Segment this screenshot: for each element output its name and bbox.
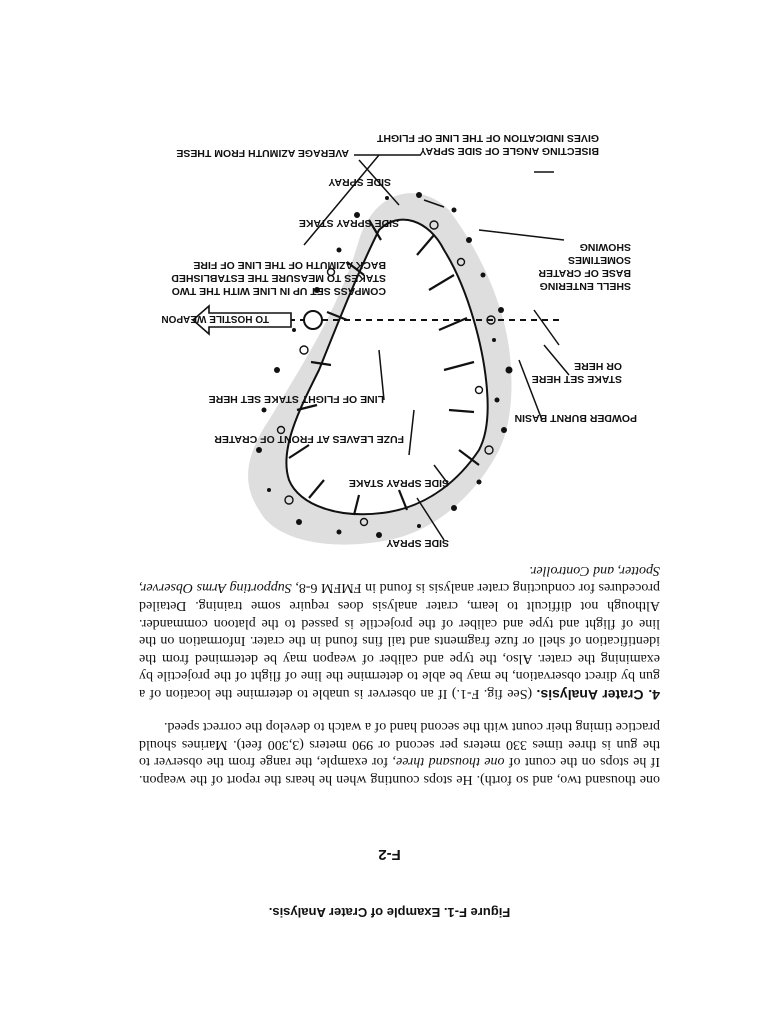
paragraph-text-2: for example, the range from the observer to the gun is three times 330 meters per second or 990 meters (3,300 feet). Marines should practice timing their count with the second hand of a watch to develop the correct speed.: [139, 719, 660, 770]
label-side-spray-2: SIDE SPRAY: [328, 176, 391, 188]
label-shell-entering-1: SHELL ENTERING: [539, 280, 631, 292]
page-number: F-2: [378, 846, 401, 863]
label-to-hostile-weapon: TO HOSTILE WEAPON: [161, 313, 269, 324]
label-side-spray-1: SIDE SPRAY: [386, 537, 449, 549]
label-shell-entering-3: SOMETIMES: [567, 254, 631, 266]
label-stake-set-here-2: OR HERE: [574, 360, 622, 372]
paragraph-emphasis: one thousand three,: [392, 754, 505, 770]
paragraph-text-1: one thousand two, and so forth). He stops counting when he hears the report of the weapon. If he stops on the count of: [139, 754, 660, 787]
label-bisecting-2: GIVES INDICATION OF THE LINE OF FLIGHT: [376, 132, 599, 144]
compass-circle: [304, 311, 322, 329]
section-body: (See fig. F-1.) If an observer is unable to determine the location of a gun by direct observation, he may be able to determine the line of flight of the projectile by examining the crater. Also, the type and caliber of weapon may be determined from the identification of shell or fuze fragments and tail fins found in the crater. Information on the line of flight and type and caliber of the projectile is passed to the platoon commander. Although not difficult to learn, crater analysis does require some training. Detailed procedures for conducting crater analysis is found in FMFM 6-8,: [139, 580, 660, 701]
label-shell-entering-2: BASE OF CRATER: [538, 267, 631, 279]
figure-caption: Figure F-1. Example of Crater Analysis.: [268, 905, 511, 920]
label-side-spray-stake-1: SIDE SPRAY STAKE: [348, 477, 449, 489]
label-compass-1: COMPASS SET UP IN LINE WITH THE TWO: [171, 285, 386, 297]
label-side-spray-stake-2: SIDE SPRAY STAKE: [298, 217, 399, 229]
label-compass-3: BACK AZIMUTH OF THE LINE OF FIRE: [193, 259, 386, 271]
label-line-of-flight-stake: LINE OF FLIGHT STAKE SET HERE: [208, 393, 384, 405]
label-compass-2: STAKES TO MEASURE THE ESTABLISHED: [171, 272, 386, 284]
label-bisecting-1: BISECTING ANGLE OF SIDE SPRAY: [419, 145, 599, 157]
label-powder-burnt: POWDER BURNT BASIN: [514, 412, 637, 424]
label-shell-entering-4: SHOWING: [579, 241, 631, 253]
section-reference: Supporting Arms Observer, Spotter, and Controller.: [139, 562, 660, 596]
label-stake-set-here-1: STAKE SET HERE: [531, 373, 622, 385]
label-average-azimuth: AVERAGE AZIMUTH FROM THESE: [176, 147, 349, 159]
section-heading: 4. Crater Analysis.: [536, 687, 660, 703]
label-fuze-leaves: FUZE LEAVES AT FRONT OF CRATER: [214, 433, 404, 445]
